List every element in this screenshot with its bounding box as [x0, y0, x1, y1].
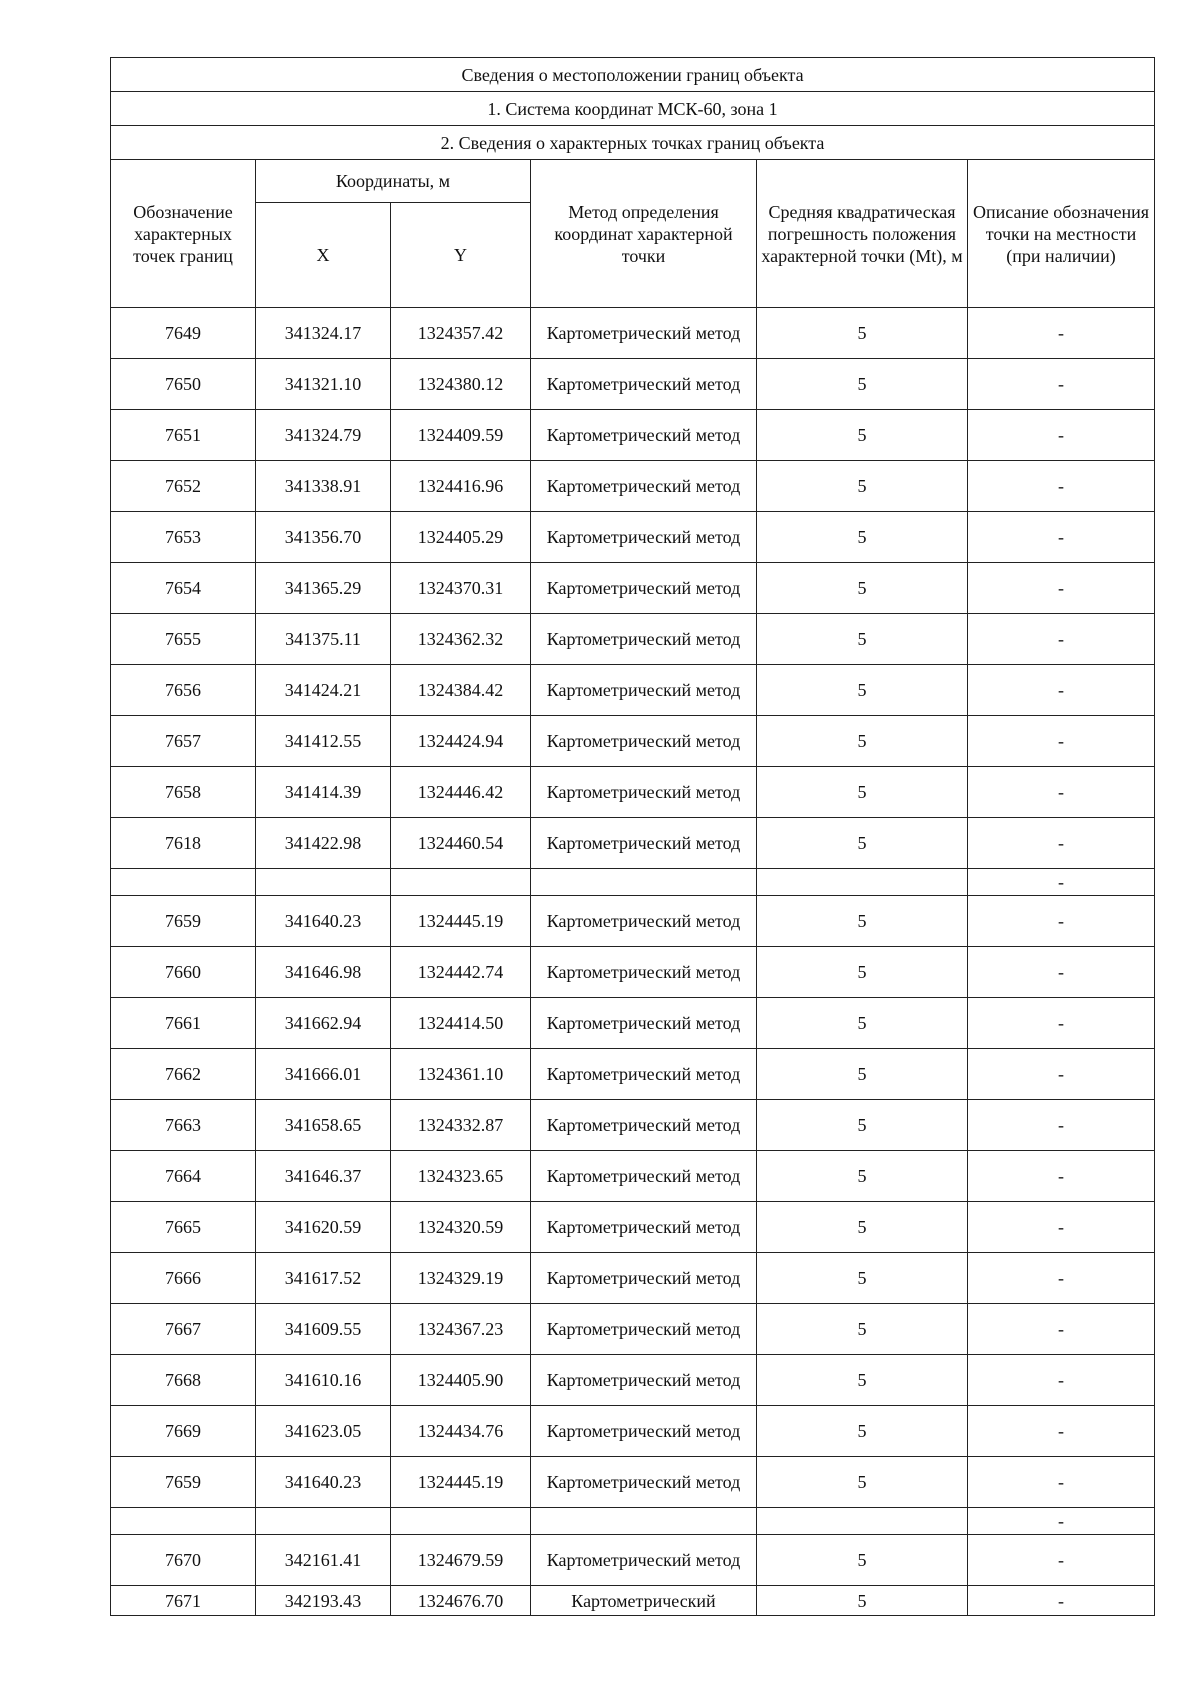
y-coordinate-cell: 1324424.94: [391, 716, 531, 767]
description-cell: -: [968, 998, 1155, 1049]
error-cell: 5: [757, 461, 968, 512]
table-row: [111, 1151, 1155, 1202]
table-row: [111, 767, 1155, 818]
method-cell: Картометрический метод: [531, 359, 757, 410]
table-row: [111, 359, 1155, 410]
point-id-cell: 7618: [111, 818, 256, 869]
method-cell: Картометрический метод: [531, 1253, 757, 1304]
method-cell: Картометрический метод: [531, 1151, 757, 1202]
header-point-label: Обозначение характерных точек границ: [111, 160, 256, 308]
y-coordinate-cell: 1324323.65: [391, 1151, 531, 1202]
y-coordinate-cell: 1324676.70: [391, 1586, 531, 1616]
description-cell: -: [968, 896, 1155, 947]
point-id-cell: 7661: [111, 998, 256, 1049]
y-coordinate-cell: 1324329.19: [391, 1253, 531, 1304]
header-y: Y: [391, 203, 531, 308]
table-row: [111, 1355, 1155, 1406]
error-cell: 5: [757, 1355, 968, 1406]
description-cell: -: [968, 869, 1155, 896]
x-coordinate-cell: 341666.01: [256, 1049, 391, 1100]
point-id-cell: 7653: [111, 512, 256, 563]
description-cell: -: [968, 1151, 1155, 1202]
error-cell: 5: [757, 1253, 968, 1304]
table-row: [111, 665, 1155, 716]
table-row: [111, 716, 1155, 767]
error-cell: 5: [757, 614, 968, 665]
point-id-cell: 7669: [111, 1406, 256, 1457]
point-id-cell: 7660: [111, 947, 256, 998]
table-body: [111, 308, 1155, 1616]
table-row: [111, 1304, 1155, 1355]
description-cell: -: [968, 308, 1155, 359]
method-cell: Картометрический метод: [531, 563, 757, 614]
x-coordinate-cell: 341324.17: [256, 308, 391, 359]
table-row: [111, 1457, 1155, 1508]
x-coordinate-cell: 341365.29: [256, 563, 391, 614]
description-cell: -: [968, 512, 1155, 563]
table-row: [111, 512, 1155, 563]
x-coordinate-cell: 341324.79: [256, 410, 391, 461]
point-id-cell: 7664: [111, 1151, 256, 1202]
header-description: Описание обозначения точки на местности (при наличии): [968, 160, 1155, 308]
error-cell: 5: [757, 1535, 968, 1586]
point-id-cell: 7668: [111, 1355, 256, 1406]
point-id-cell: 7650: [111, 359, 256, 410]
coordinate-system-title: 1. Система координат МСК-60, зона 1: [111, 92, 1155, 126]
y-coordinate-cell: 1324370.31: [391, 563, 531, 614]
table-row: [111, 1406, 1155, 1457]
table-row: [111, 563, 1155, 614]
description-cell: -: [968, 461, 1155, 512]
description-cell: -: [968, 716, 1155, 767]
description-cell: -: [968, 767, 1155, 818]
description-cell: -: [968, 665, 1155, 716]
x-coordinate-cell: 341617.52: [256, 1253, 391, 1304]
method-cell: Картометрический метод: [531, 1457, 757, 1508]
header-x: X: [256, 203, 391, 308]
x-coordinate-cell: [256, 869, 391, 896]
y-coordinate-cell: 1324442.74: [391, 947, 531, 998]
y-coordinate-cell: 1324405.29: [391, 512, 531, 563]
method-cell: Картометрический метод: [531, 512, 757, 563]
description-cell: -: [968, 1586, 1155, 1616]
x-coordinate-cell: 341356.70: [256, 512, 391, 563]
point-id-cell: 7659: [111, 1457, 256, 1508]
description-cell: -: [968, 1100, 1155, 1151]
x-coordinate-cell: 341375.11: [256, 614, 391, 665]
x-coordinate-cell: 341610.16: [256, 1355, 391, 1406]
y-coordinate-cell: [391, 1508, 531, 1535]
y-coordinate-cell: 1324445.19: [391, 1457, 531, 1508]
method-cell: Картометрический метод: [531, 896, 757, 947]
x-coordinate-cell: 341623.05: [256, 1406, 391, 1457]
x-coordinate-cell: 341640.23: [256, 896, 391, 947]
method-cell: Картометрический метод: [531, 998, 757, 1049]
point-id-cell: 7651: [111, 410, 256, 461]
x-coordinate-cell: 341424.21: [256, 665, 391, 716]
method-cell: Картометрический: [531, 1586, 757, 1616]
method-cell: Картометрический метод: [531, 716, 757, 767]
table-row: [111, 410, 1155, 461]
error-cell: 5: [757, 1457, 968, 1508]
x-coordinate-cell: 341658.65: [256, 1100, 391, 1151]
x-coordinate-cell: 341646.98: [256, 947, 391, 998]
x-coordinate-cell: 342161.41: [256, 1535, 391, 1586]
separator-row: [111, 1508, 1155, 1535]
table-row: [111, 1586, 1155, 1616]
error-cell: 5: [757, 818, 968, 869]
error-cell: 5: [757, 1100, 968, 1151]
x-coordinate-cell: 342193.43: [256, 1586, 391, 1616]
point-id-cell: 7654: [111, 563, 256, 614]
x-coordinate-cell: 341422.98: [256, 818, 391, 869]
table-row: [111, 1100, 1155, 1151]
y-coordinate-cell: [391, 869, 531, 896]
method-cell: Картометрический метод: [531, 1535, 757, 1586]
description-cell: -: [968, 410, 1155, 461]
points-section-title: 2. Сведения о характерных точках границ объекта: [111, 126, 1155, 160]
description-cell: -: [968, 1202, 1155, 1253]
error-cell: 5: [757, 308, 968, 359]
method-cell: Картометрический метод: [531, 1355, 757, 1406]
y-coordinate-cell: 1324332.87: [391, 1100, 531, 1151]
y-coordinate-cell: 1324357.42: [391, 308, 531, 359]
table-title: Сведения о местоположении границ объекта: [111, 58, 1155, 92]
error-cell: 5: [757, 359, 968, 410]
error-cell: 5: [757, 665, 968, 716]
error-cell: 5: [757, 410, 968, 461]
y-coordinate-cell: 1324445.19: [391, 896, 531, 947]
method-cell: Картометрический метод: [531, 1049, 757, 1100]
error-cell: 5: [757, 1586, 968, 1616]
x-coordinate-cell: 341646.37: [256, 1151, 391, 1202]
description-cell: -: [968, 1355, 1155, 1406]
error-cell: 5: [757, 998, 968, 1049]
error-cell: 5: [757, 1049, 968, 1100]
y-coordinate-cell: 1324416.96: [391, 461, 531, 512]
description-cell: -: [968, 947, 1155, 998]
y-coordinate-cell: 1324414.50: [391, 998, 531, 1049]
x-coordinate-cell: 341640.23: [256, 1457, 391, 1508]
method-cell: Картометрический метод: [531, 1202, 757, 1253]
error-cell: 5: [757, 1151, 968, 1202]
point-id-cell: 7656: [111, 665, 256, 716]
description-cell: -: [968, 563, 1155, 614]
table-row: [111, 308, 1155, 359]
boundary-points-table: [110, 57, 1155, 1616]
method-cell: Картометрический метод: [531, 410, 757, 461]
header-error: Средняя квадратическая погрешность положения характерной точки (Mt), м: [757, 160, 968, 308]
table-row: [111, 1202, 1155, 1253]
x-coordinate-cell: [256, 1508, 391, 1535]
y-coordinate-cell: 1324367.23: [391, 1304, 531, 1355]
error-cell: 5: [757, 1202, 968, 1253]
error-cell: 5: [757, 563, 968, 614]
method-cell: Картометрический метод: [531, 818, 757, 869]
description-cell: -: [968, 1253, 1155, 1304]
description-cell: -: [968, 1049, 1155, 1100]
error-cell: 5: [757, 947, 968, 998]
point-id-cell: 7649: [111, 308, 256, 359]
method-cell: Картометрический метод: [531, 1406, 757, 1457]
point-id-cell: 7667: [111, 1304, 256, 1355]
point-id-cell: [111, 869, 256, 896]
y-coordinate-cell: 1324679.59: [391, 1535, 531, 1586]
error-cell: [757, 1508, 968, 1535]
table-row: [111, 1535, 1155, 1586]
y-coordinate-cell: 1324362.32: [391, 614, 531, 665]
table-row: [111, 818, 1155, 869]
x-coordinate-cell: 341620.59: [256, 1202, 391, 1253]
table-row: [111, 947, 1155, 998]
error-cell: 5: [757, 512, 968, 563]
y-coordinate-cell: 1324405.90: [391, 1355, 531, 1406]
x-coordinate-cell: 341609.55: [256, 1304, 391, 1355]
x-coordinate-cell: 341321.10: [256, 359, 391, 410]
y-coordinate-cell: 1324460.54: [391, 818, 531, 869]
x-coordinate-cell: 341338.91: [256, 461, 391, 512]
method-cell: Картометрический метод: [531, 308, 757, 359]
x-coordinate-cell: 341414.39: [256, 767, 391, 818]
table-row: [111, 614, 1155, 665]
table-row: [111, 896, 1155, 947]
y-coordinate-cell: 1324384.42: [391, 665, 531, 716]
method-cell: Картометрический метод: [531, 1304, 757, 1355]
description-cell: -: [968, 359, 1155, 410]
point-id-cell: [111, 1508, 256, 1535]
method-cell: Картометрический метод: [531, 461, 757, 512]
separator-row: [111, 869, 1155, 896]
method-cell: Картометрический метод: [531, 614, 757, 665]
point-id-cell: 7666: [111, 1253, 256, 1304]
y-coordinate-cell: 1324361.10: [391, 1049, 531, 1100]
description-cell: -: [968, 1535, 1155, 1586]
y-coordinate-cell: 1324380.12: [391, 359, 531, 410]
description-cell: -: [968, 1304, 1155, 1355]
error-cell: 5: [757, 896, 968, 947]
description-cell: -: [968, 1508, 1155, 1535]
point-id-cell: 7657: [111, 716, 256, 767]
table-row: [111, 1253, 1155, 1304]
error-cell: 5: [757, 1304, 968, 1355]
point-id-cell: 7652: [111, 461, 256, 512]
error-cell: 5: [757, 716, 968, 767]
point-id-cell: 7663: [111, 1100, 256, 1151]
description-cell: -: [968, 1457, 1155, 1508]
description-cell: -: [968, 818, 1155, 869]
point-id-cell: 7655: [111, 614, 256, 665]
y-coordinate-cell: 1324446.42: [391, 767, 531, 818]
table-row: [111, 998, 1155, 1049]
header-coordinates: Координаты, м: [256, 160, 531, 203]
method-cell: [531, 1508, 757, 1535]
description-cell: -: [968, 614, 1155, 665]
method-cell: Картометрический метод: [531, 767, 757, 818]
description-cell: -: [968, 1406, 1155, 1457]
table-row: [111, 461, 1155, 512]
x-coordinate-cell: 341412.55: [256, 716, 391, 767]
method-cell: Картометрический метод: [531, 665, 757, 716]
point-id-cell: 7665: [111, 1202, 256, 1253]
point-id-cell: 7658: [111, 767, 256, 818]
y-coordinate-cell: 1324434.76: [391, 1406, 531, 1457]
y-coordinate-cell: 1324320.59: [391, 1202, 531, 1253]
method-cell: Картометрический метод: [531, 947, 757, 998]
y-coordinate-cell: 1324409.59: [391, 410, 531, 461]
table-row: [111, 1049, 1155, 1100]
point-id-cell: 7662: [111, 1049, 256, 1100]
error-cell: 5: [757, 1406, 968, 1457]
point-id-cell: 7670: [111, 1535, 256, 1586]
x-coordinate-cell: 341662.94: [256, 998, 391, 1049]
point-id-cell: 7671: [111, 1586, 256, 1616]
point-id-cell: 7659: [111, 896, 256, 947]
error-cell: 5: [757, 767, 968, 818]
method-cell: [531, 869, 757, 896]
error-cell: [757, 869, 968, 896]
header-method: Метод определения координат характерной точки: [531, 160, 757, 308]
method-cell: Картометрический метод: [531, 1100, 757, 1151]
